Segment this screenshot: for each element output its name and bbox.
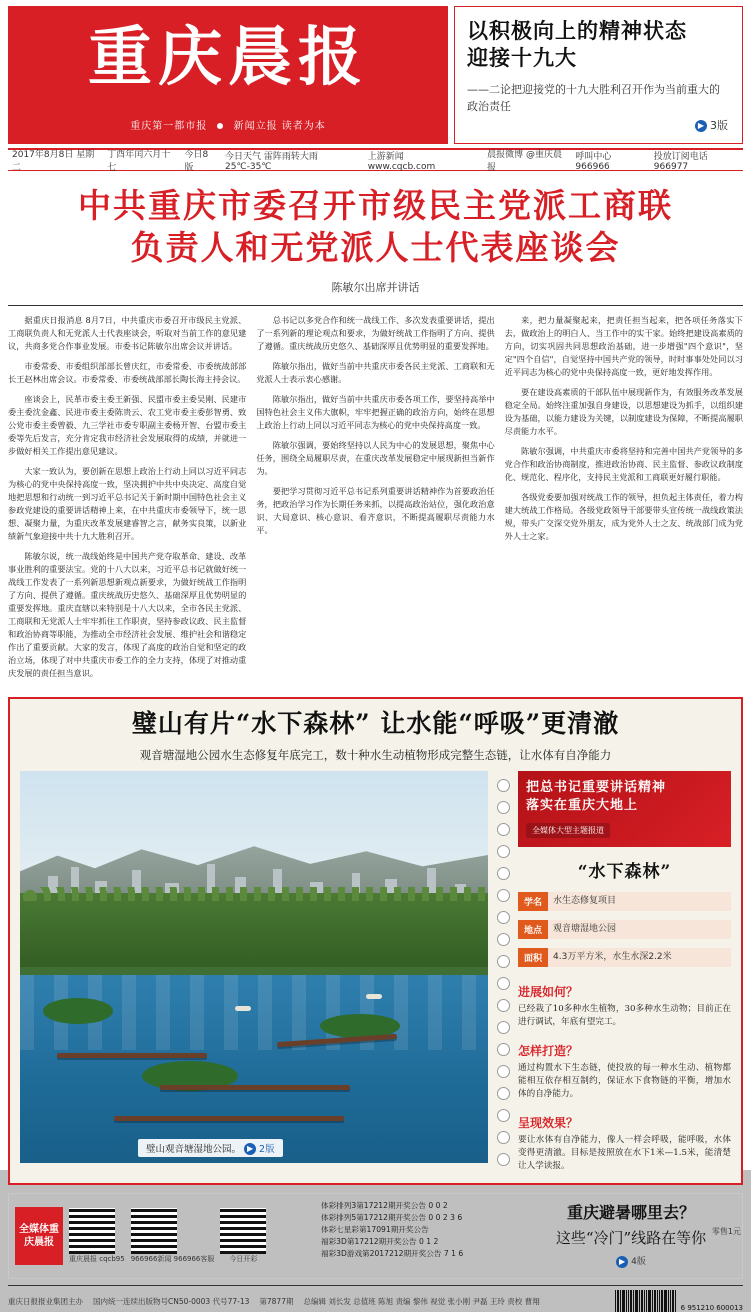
lottery-line: 体彩排列3第17212期开奖公告 0 0 2 <box>321 1201 448 1210</box>
boardwalk <box>160 1085 350 1090</box>
paragraph: 要把学习贯彻习近平总书记系列重要讲话精神作为首要政治任务，把政治学习作为长期任务来抓，以提高政治站位，强化政治意识、大局意识、核心意识、看齐意识，不断提高履职尽责能力水平。 <box>256 486 495 535</box>
teaser-line1: 重庆避暑哪里去？ <box>566 1203 695 1222</box>
lottery-results <box>321 1200 520 1272</box>
lead-subhead: ——二论把迎接党的十九大胜利召开作为当前重大的政治责任 <box>467 83 720 113</box>
lottery-line: 体彩排列5第17212期开奖公告 0 0 2 3 6 <box>321 1213 463 1222</box>
qr-label: 今日开彩 <box>229 1255 258 1263</box>
barcode-number: 6 951210 600013 <box>680 1304 743 1312</box>
headline-byline: 陈敏尔出席并讲话 <box>331 281 420 294</box>
paragraph: 陈敏尔指出，做好当前中共重庆市委各民主党派、工商联和无党派人士表示衷心感谢。 <box>256 361 495 384</box>
boat <box>235 1006 251 1011</box>
paragraph: 陈敏尔指出，做好当前中共重庆市委各项工作，要坚持高举中国特色社会主义伟大旗帜，牢牢把握正确的政治方向，始终在思想上政治上行动上同以习近平同志为核心的党中央保持高度一致。 <box>256 394 495 430</box>
sidebar-title: “水下森林” <box>577 862 672 882</box>
promo-badge: 全媒体大型主题报道 <box>526 823 610 838</box>
page-footer <box>8 1285 743 1312</box>
qr-code-icon[interactable] <box>131 1208 177 1254</box>
paragraph: 大家一致认为，要创新在思想上政治上行动上同以习近平同志为核心的党中央保持高度一致，坚决拥护中共中央决定、高度自觉地把思想和行动统一到习近平总书记关于新时期中国特色社会主义参政党建设的重要讲话精神上来，在中共重庆市委领导下，统一思想、凝聚力量，为重庆改革发展建睿智之言，献务实良策，以新业绩新气象迎接中共十九大胜利召开。 <box>8 466 247 541</box>
paragraph: 座谈会上，民革市委主委王新强、民盟市委主委吴刚、民建市委主委沈金鑫、民进市委主委陈贵云、农工党市委主委彭智勇、致公党市委主委曾毅、九三学社市委专职副主委杨开智、台盟市委主委等先后发言，充分肯定我市经济社会发展取得的成绩，并就进一步做好相关工作提出意见建议。 <box>8 394 247 456</box>
sidebar-block-text: 已经栽了10多种水生植物，30多种水生动物；目前正在进行调试，年底有望完工。 <box>518 1004 731 1027</box>
boardwalk <box>114 1116 344 1121</box>
masthead-logo-block <box>8 6 448 144</box>
barcode <box>615 1290 743 1312</box>
photo-page-ref: 2版 <box>259 1143 275 1155</box>
feature-photo-wrap <box>20 771 488 1173</box>
photo-caption[interactable] <box>138 1139 283 1158</box>
paragraph: 陈敏尔说，统一战线始终是中国共产党夺取革命、建设、改革事业胜利的重要法宝。党的十八大以来，习近平总书记就做好统一战线工作发表了一系列新思想新观点新要求，为做好统战工作指明了方向、提供了遵循。重庆统战历史悠久、基础深厚且优势明显的重要发挥地。重庆直辖以来特别是十八大以来，全市各民主党派、工商联和无党派人士牢牢抓住工作职责，坚持参政议政、民主监督和政治协商等职能，为推动全市经济社会发展、维护社会和谐稳定作出了重要贡献。大家的发言，体现了高度的政治自觉和坚定的政治立场，体现了对中共重庆市委工作的全力支持，体现了对推动重庆发展的责任担当意识。 <box>8 551 247 678</box>
feature-body <box>20 771 731 1173</box>
sidebar-block <box>518 983 731 1029</box>
article-body <box>8 305 743 687</box>
qr-item[interactable] <box>69 1208 125 1264</box>
price-label: 零售1元 <box>711 1227 741 1236</box>
tree-line <box>20 893 488 979</box>
boat <box>366 994 382 999</box>
qr-item[interactable] <box>220 1208 266 1264</box>
page-count: 今日8版 <box>184 150 209 173</box>
slogan-right: 读者为本 <box>281 121 326 132</box>
lead-headline-line1: 以积极向上的精神状态 <box>467 18 687 43</box>
info-bar <box>8 148 743 171</box>
fact-key: 地点 <box>518 920 548 939</box>
lead-page-number: 3版 <box>710 119 728 132</box>
issue-date: 2017年8月8日 星期二 <box>12 150 95 173</box>
paragraph: 要在建设高素质的干部队伍中展现新作为，有效服务改革发展稳定全局。始终注重加强自身建设，以思想建设为抓手，以组织建设为基础，以能力建设为关键，以制度建设为保障，不断提高履职尽责能力水平。 <box>504 387 743 436</box>
sidebar-block-text: 通过构置水下生态链，使投放的每一种水生动、植物都能相互依存相互制约，保证水下食物链的平衡，增加水体的自净能力。 <box>518 1063 731 1099</box>
article-column-3 <box>505 314 743 687</box>
teaser-block[interactable] <box>526 1200 736 1272</box>
sidebar-block <box>518 1042 731 1101</box>
sidebar-block-heading: 呈现效果？ <box>518 1116 579 1130</box>
sidebar-block-heading: 进展如何？ <box>518 985 579 999</box>
article-column-1 <box>8 314 246 687</box>
spiral-binding-decoration <box>496 771 510 1173</box>
media-badge: 全媒体重庆晨报 <box>15 1207 63 1265</box>
promo-banner[interactable] <box>518 771 731 847</box>
fact-row <box>518 920 731 939</box>
fact-value: 4.3万平方米，水生水深2.2米 <box>548 948 731 967</box>
lead-page-ref[interactable] <box>695 117 728 133</box>
article-column-2 <box>256 314 494 687</box>
photo-caption-text: 璧山观音塘湿地公园。 <box>146 1143 242 1155</box>
license-number: 国内统一连续出版物号CN50-0003 代号77-13 <box>93 1296 250 1306</box>
teaser-page-number: 4版 <box>631 1257 646 1267</box>
lottery-line: 福彩3D第17212期开奖公告 0 1 2 <box>321 1237 439 1246</box>
page-marker-icon: ▶ <box>244 1143 256 1155</box>
dot-separator-icon <box>217 123 223 129</box>
qr-item[interactable] <box>131 1208 215 1264</box>
qr-label: 重庆晨报 cqcb95 <box>69 1255 125 1263</box>
paragraph: 总书记以多党合作和统一战线工作、多次发表重要讲话，提出了一系列新的理论观点和要求，为做好统战工作指明了方向、提供了遵循。重庆统战历史悠久、基础深厚且优势明显的重要发挥地。 <box>256 315 495 351</box>
slogan-mid: 新闻立报 <box>233 121 278 132</box>
fact-row <box>518 948 731 967</box>
feature-article[interactable] <box>8 697 743 1185</box>
paragraph: 来，把力量凝聚起来，把责任担当起来，把各项任务落实下去，做政治上的明白人、当工作中的实干家。始终把建设高素质的方向，切实巩固共同思想政治基础，进一步增强"四个意识"，坚定"四个自信"，自觉坚持中国共产党的领导，时时事事处处同以习近平同志为核心的党中央保持高度一致，更好地发挥作用。 <box>504 315 743 377</box>
lead-headline-line2: 迎接十九大 <box>467 45 577 70</box>
qr-label: 966966新闻 966966客服 <box>130 1255 215 1263</box>
sidebar-block <box>518 1114 731 1173</box>
editor-credits: 总编辑 刘长发 总值班 陈旭 责编 黎伟 视觉 张小刚 尹磊 王玲 责校 曹翔 <box>303 1296 540 1306</box>
qr-code-icon[interactable] <box>220 1208 266 1254</box>
bottom-ad-strip <box>8 1193 743 1279</box>
paragraph: 陈敏尔强调，要始终坚持以人民为中心的发展思想，聚焦中心任务，围绕全局履职尽责，在重庆改革发展稳定中展现新担当新作为。 <box>256 440 495 476</box>
publisher: 重庆日报报业集团主办 <box>8 1296 83 1306</box>
qr-code-icon[interactable] <box>69 1208 115 1254</box>
weibo-handle[interactable]: 晨报微博 @重庆晨报 <box>487 150 562 173</box>
feature-photo <box>20 771 488 1163</box>
teaser-line2: 这些“冷门”线路在等你 <box>555 1229 707 1247</box>
lottery-line: 福彩3D游戏第2017212期开奖公告 7 1 6 <box>321 1249 464 1258</box>
lead-editorial-box[interactable] <box>454 6 743 144</box>
issue-number: 第7877期 <box>259 1296 294 1306</box>
paragraph: 据重庆日报消息 8月7日，中共重庆市委召开市级民主党派、工商联负责人和无党派人士代表座谈会，听取对当前工作的意见建议，共商多党合作事业发展。市委书记陈敏尔出席会议并讲话。 <box>8 315 247 351</box>
fact-key: 学名 <box>518 892 548 911</box>
page-marker-icon: ▶ <box>695 120 707 132</box>
headline-line1: 中共重庆市委召开市级民主党派工商联 <box>78 186 673 225</box>
promo-line1: 把总书记重要讲话精神 <box>526 780 667 795</box>
page-marker-icon: ▶ <box>616 1256 628 1268</box>
promo-line2: 落实在重庆大地上 <box>526 798 639 813</box>
hotline-number: 呼叫中心 966966 <box>575 151 612 172</box>
boardwalk <box>57 1053 207 1058</box>
paragraph: 陈敏尔强调，中共重庆市委将坚持和完善中国共产党领导的多党合作和政治协商制度，推进政治协商、民主监督、参政议政制度化、规范化、程序化，支持民主党派和工商联更好履行职能。 <box>504 446 743 482</box>
paragraph: 各级党委要加强对统战工作的领导，担负起主体责任，着力构建大统战工作格局。各级党政领导干部要带头宣传统一战线政策法规，带头广交深交党外朋友，成为党外人士之友、统战部门成为党外人士之家。 <box>504 492 743 541</box>
weather-info: 今日天气 雷阵雨转大雨 25℃-35℃ <box>225 151 318 172</box>
sidebar-block-text: 要让水体有自净能力，像人一样会呼吸，能呼吸，水体变得更清澈。目标是按照放在水下1米—1.5米，能清楚让人学读报。 <box>518 1135 731 1171</box>
lottery-line: 体彩七星彩第17091期开奖公告 <box>321 1225 429 1234</box>
slogan-left: 重庆第一都市报 <box>130 121 208 132</box>
ad-phone-number: 投放订阅电话 966977 <box>653 151 708 172</box>
fact-value: 水生态修复项目 <box>548 892 731 911</box>
newspaper-title: 重庆晨报 <box>88 20 368 95</box>
paragraph: 市委常委、市委组织部部长曾庆红，市委常委、市委统战部部长王赵林出席会议。市委常委、市委统战部部长陶长海主持会议。 <box>8 361 247 384</box>
feature-sidebar <box>518 771 731 1173</box>
fact-key: 面积 <box>518 948 548 967</box>
masthead <box>8 6 743 144</box>
fact-row <box>518 892 731 911</box>
masthead-slogan <box>8 117 448 132</box>
teaser-page-ref[interactable] <box>526 1254 736 1268</box>
sidebar-block-heading: 怎样打造？ <box>518 1044 579 1058</box>
website-link[interactable]: 上游新闻 www.cqcb.com <box>367 151 436 172</box>
feature-title: 璧山有片“水下森林” 让水能“呼吸”更清澈 <box>131 709 620 738</box>
main-headline[interactable] <box>8 171 743 273</box>
feature-subtitle: 观音塘湿地公园水生态修复年底完工，数十种水生动植物形成完整生态链，让水体有自净能力 <box>139 748 612 762</box>
fact-value: 观音塘湿地公园 <box>548 920 731 939</box>
lunar-date: 丁酉年闰六月十七 <box>107 150 171 173</box>
qr-code-group <box>15 1200 315 1272</box>
headline-line2: 负责人和无党派人士代表座谈会 <box>130 228 621 267</box>
